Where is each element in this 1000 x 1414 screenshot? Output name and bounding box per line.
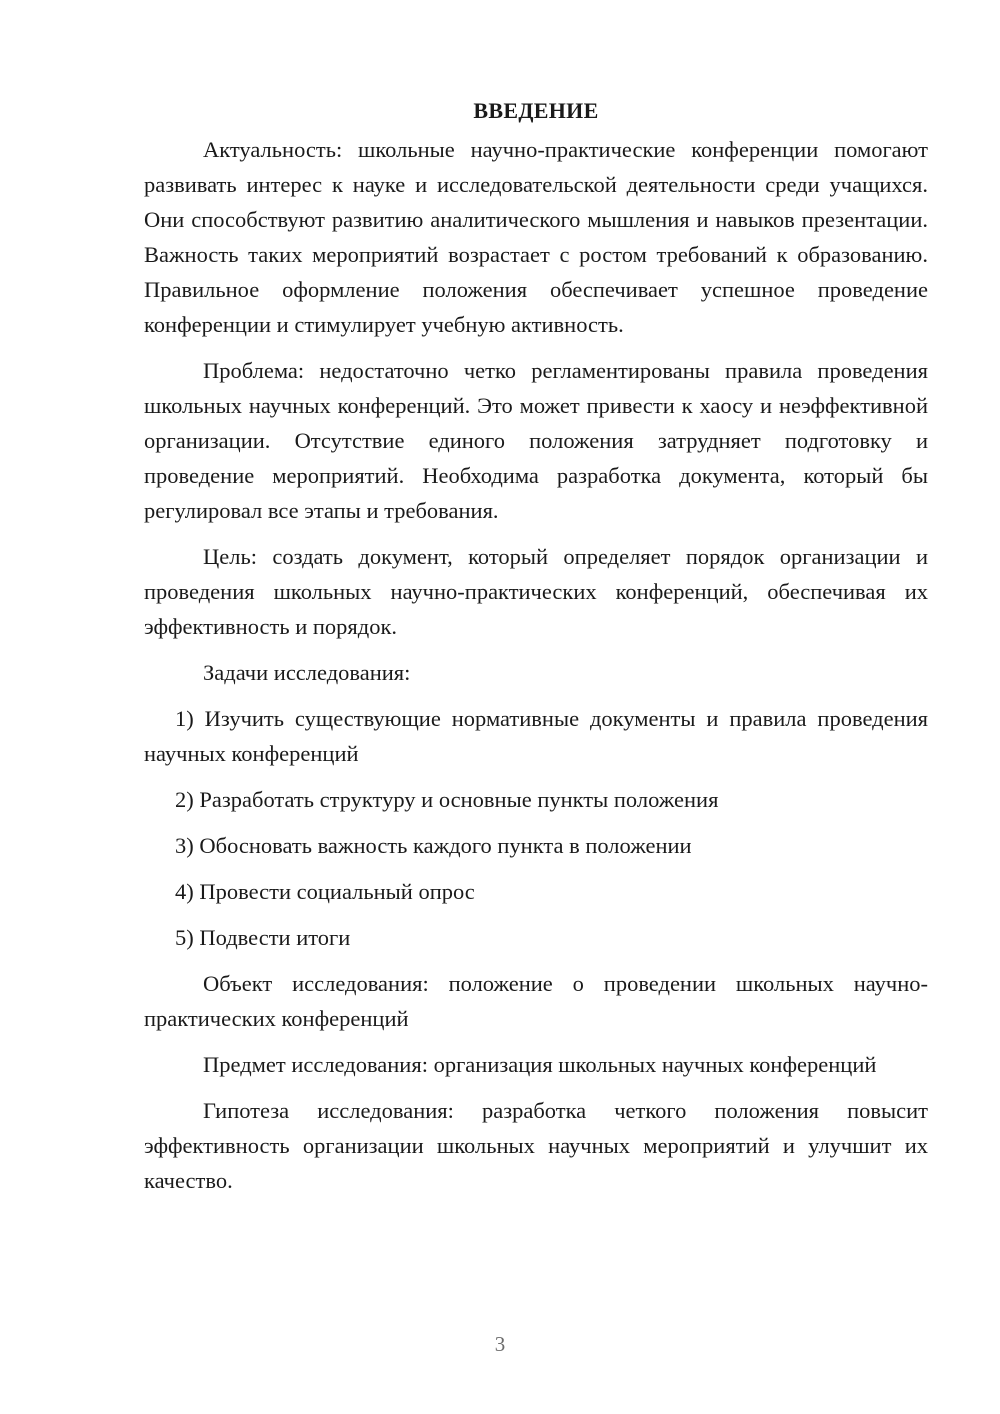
list-item: 1) Изучить существующие нормативные документы и правила проведения научных конференций xyxy=(144,706,928,766)
paragraph-goal: Цель: создать документ, который определяет порядок организации и проведения школьных научно-практических конференций, обеспечивая их эффективность и порядок. xyxy=(144,544,928,639)
section-heading: ВВЕДЕНИЕ xyxy=(473,98,599,123)
paragraph-hypothesis: Гипотеза исследования: разработка четкого положения повысит эффективность организации школьных научных мероприятий и улучшит их качество. xyxy=(144,1098,928,1193)
paragraph-object: Объект исследования: положение о проведении школьных научно-практических конференций xyxy=(144,971,928,1031)
paragraph-subject: Предмет исследования: организация школьных научных конференций xyxy=(203,1052,877,1077)
paragraph-problem: Проблема: недостаточно четко регламентированы правила проведения школьных научных конференций. Это может привести к хаосу и неэффективной организации. Отсутствие единого положения затрудняет подготовку и проведение мероприятий. Необходима разработка документа, который бы регулировал все этапы и требования. xyxy=(144,358,928,523)
list-item: 5) Подвести итоги xyxy=(175,925,351,950)
list-item: 2) Разработать структуру и основные пункты положения xyxy=(175,787,719,812)
list-item: 3) Обосновать важность каждого пункта в положении xyxy=(175,833,692,858)
tasks-heading: Задачи исследования: xyxy=(203,660,411,685)
tasks-list xyxy=(144,701,928,955)
list-item: 4) Провести социальный опрос xyxy=(175,879,475,904)
paragraph-relevance: Актуальность: школьные научно-практические конференции помогают развивать интерес к науке и исследовательской деятельности среди учащихся. Они способствуют развитию аналитического мышления и навыков презентации. Важность таких мероприятий возрастает с ростом требований к образованию. Правильное оформление положения обеспечивает успешное проведение конференции и стимулирует учебную активность. xyxy=(144,137,928,337)
document-page xyxy=(144,96,928,1198)
page-number: 3 xyxy=(494,1332,506,1356)
